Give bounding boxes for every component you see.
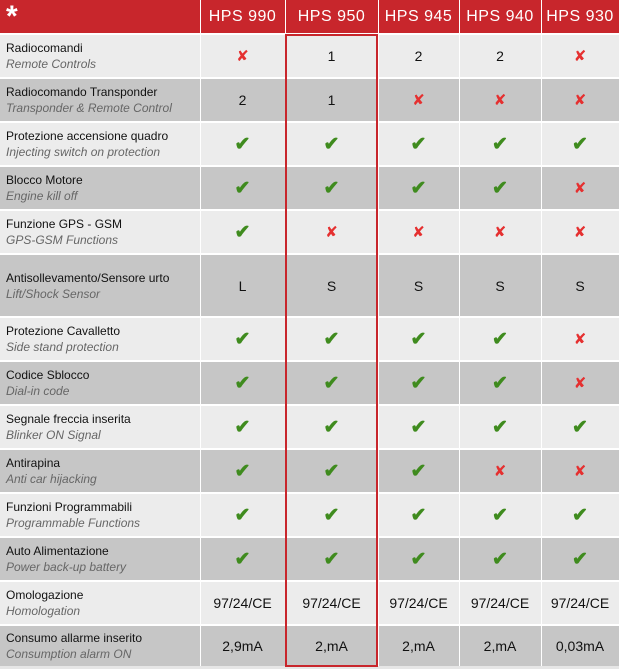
check-icon: ✔ [492,177,508,199]
check-icon: ✔ [323,504,340,526]
cell-yes [541,405,619,449]
cell-no [541,166,619,210]
cell-value [459,581,541,625]
header-row [0,0,619,34]
feature-name-it: Protezione accensione quadro [6,129,169,143]
cell-yes [200,405,285,449]
cell-yes [285,493,378,537]
check-icon: ✔ [492,416,508,438]
feature-label [0,166,200,210]
value-text: 0,03mA [555,638,605,654]
star-icon: * [0,0,200,34]
value-text: 1 [327,92,336,108]
cell-yes [459,361,541,405]
feature-label [0,361,200,405]
feature-name-en: Programmable Functions [6,516,141,530]
feature-name-it: Antisollevamento/Sensore urto [6,270,170,285]
value-text: 2,mA [402,638,435,654]
value-text: 2,mA [483,638,517,654]
check-icon: ✔ [492,133,508,155]
cell-value [200,625,285,666]
cell-yes [285,361,378,405]
value-text: S [413,277,424,294]
model-header-hps-930: HPS 930 [541,0,619,34]
cross-icon: ✘ [573,331,587,348]
feature-name-en: GPS-GSM Functions [6,233,119,247]
table-row [0,361,619,405]
value-text: 97/24/CE [389,595,448,611]
check-icon: ✔ [410,548,427,570]
check-icon: ✔ [572,548,588,570]
cross-icon: ✘ [325,224,338,241]
cell-value [200,581,285,625]
feature-name-it: Omologazione [6,588,84,602]
cell-no [541,78,619,122]
check-icon: ✔ [492,504,508,526]
feature-name-en: Injecting switch on protection [6,145,161,159]
cross-icon: ✘ [493,463,507,480]
cell-no [541,361,619,405]
check-icon: ✔ [572,504,588,526]
check-icon: ✔ [410,133,427,155]
cell-value [459,625,541,666]
value-text: 2 [238,92,247,108]
cell-yes [459,122,541,166]
check-icon: ✔ [234,133,251,155]
cell-yes [200,493,285,537]
cell-yes [200,537,285,581]
feature-name-it: Funzione GPS - GSM [6,217,123,231]
feature-label [0,405,200,449]
feature-name-it: Antirapina [6,456,61,470]
cell-value [378,581,459,625]
cell-value [285,625,378,666]
feature-name-it: Auto Alimentazione [6,544,109,558]
cross-icon: ✘ [236,48,249,65]
cell-yes [378,361,459,405]
value-text: S [575,277,585,294]
feature-name-en: Dial-in code [6,384,70,398]
cross-icon: ✘ [573,180,587,197]
check-icon: ✔ [234,504,251,526]
check-icon: ✔ [410,177,427,199]
table-row [0,166,619,210]
check-icon: ✔ [234,548,251,570]
value-text: 2,9mA [222,638,263,654]
table-row [0,254,619,317]
cell-yes [285,405,378,449]
value-text: 97/24/CE [213,595,272,611]
check-icon: ✔ [410,372,427,394]
feature-name-it: Consumo allarme inserito [6,631,143,645]
check-icon: ✔ [234,460,251,482]
feature-label [0,317,200,361]
value-text: 2 [414,48,423,64]
cell-value [285,34,378,78]
cell-yes [200,361,285,405]
cell-value [378,625,459,666]
cell-yes [378,493,459,537]
cell-no [541,449,619,493]
cell-value [200,254,285,317]
cross-icon: ✘ [573,224,587,241]
cell-yes [285,166,378,210]
cell-value [541,625,619,666]
feature-label [0,625,200,666]
cell-no [378,78,459,122]
check-icon: ✔ [323,460,340,482]
check-icon: ✔ [234,328,251,350]
feature-name-it: Blocco Motore [6,173,83,187]
table-row [0,449,619,493]
cell-value [541,254,619,317]
cross-icon: ✘ [493,224,507,241]
feature-name-en: Blinker ON Signal [6,428,101,442]
feature-name-en: Lift/Shock Sensor [6,286,101,301]
table-row [0,493,619,537]
feature-name-it: Radiocomandi [6,41,83,55]
check-icon: ✔ [492,372,508,394]
cross-icon: ✘ [573,375,587,392]
table-row [0,581,619,625]
cell-yes [459,166,541,210]
cell-value [285,78,378,122]
table-row [0,34,619,78]
table-row [0,625,619,666]
check-icon: ✔ [323,372,340,394]
cell-yes [200,317,285,361]
model-header-hps-940: HPS 940 [459,0,541,34]
cell-value [459,34,541,78]
feature-name-en: Homologation [6,604,81,618]
cell-yes [200,122,285,166]
feature-label [0,78,200,122]
check-icon: ✔ [234,177,251,199]
cell-value [378,254,459,317]
cross-icon: ✘ [573,92,587,109]
check-icon: ✔ [323,548,340,570]
cell-value [378,34,459,78]
check-icon: ✔ [572,133,588,155]
feature-label [0,254,200,317]
value-text: 2,mA [315,638,348,654]
check-icon: ✔ [323,328,340,350]
cell-value [541,581,619,625]
cell-yes [541,537,619,581]
cell-yes [285,449,378,493]
cell-value [285,581,378,625]
cell-no [541,34,619,78]
cell-yes [285,537,378,581]
cross-icon: ✘ [412,92,425,109]
cross-icon: ✘ [573,463,587,480]
value-text: L [238,277,247,294]
cell-yes [378,449,459,493]
check-icon: ✔ [410,328,427,350]
check-icon: ✔ [323,416,340,438]
cell-yes [285,122,378,166]
cell-no [459,78,541,122]
feature-label [0,493,200,537]
check-icon: ✔ [492,548,508,570]
value-text: S [326,277,337,294]
cell-yes [200,166,285,210]
model-header-hps-990: HPS 990 [200,0,285,34]
feature-label [0,449,200,493]
cell-yes [541,122,619,166]
cell-no [459,210,541,254]
feature-name-it: Protezione Cavalletto [6,324,121,338]
cell-no [459,449,541,493]
cross-icon: ✘ [573,48,587,65]
check-icon: ✔ [492,328,508,350]
cell-yes [378,122,459,166]
check-icon: ✔ [234,416,251,438]
feature-name-en: Transponder & Remote Control [6,101,172,115]
value-text: 97/24/CE [470,595,530,611]
value-text: S [495,277,505,294]
model-header-hps-950: HPS 950 [285,0,378,34]
value-text: 2 [496,48,504,64]
feature-name-it: Segnale freccia inserita [6,412,131,426]
check-icon: ✔ [323,177,340,199]
cell-value [200,78,285,122]
cell-yes [200,449,285,493]
feature-label [0,122,200,166]
cell-no [541,210,619,254]
cell-yes [541,493,619,537]
check-icon: ✔ [234,221,251,243]
table-row [0,78,619,122]
value-text: 1 [327,48,336,64]
cell-no [200,34,285,78]
cell-yes [378,166,459,210]
cell-yes [200,210,285,254]
cell-yes [459,537,541,581]
cell-yes [459,317,541,361]
cell-value [459,254,541,317]
cell-no [285,210,378,254]
cell-yes [378,317,459,361]
value-text: 97/24/CE [550,595,610,611]
cross-icon: ✘ [412,224,425,241]
check-icon: ✔ [572,416,588,438]
feature-label [0,537,200,581]
cell-yes [378,537,459,581]
cell-yes [285,317,378,361]
feature-label [0,34,200,78]
cell-value [285,254,378,317]
cross-icon: ✘ [493,92,507,109]
feature-label [0,581,200,625]
check-icon: ✔ [234,372,251,394]
cell-no [378,210,459,254]
check-icon: ✔ [410,416,427,438]
cell-yes [459,493,541,537]
check-icon: ✔ [410,504,427,526]
cell-no [541,317,619,361]
feature-name-en: Power back-up battery [6,560,127,574]
check-icon: ✔ [323,133,340,155]
feature-label [0,210,200,254]
value-text: 97/24/CE [302,595,361,611]
table-row [0,405,619,449]
table-row [0,537,619,581]
table-row [0,122,619,166]
feature-name-en: Side stand protection [6,340,119,354]
cell-yes [459,405,541,449]
feature-name-en: Engine kill off [6,189,78,203]
feature-name-en: Anti car hijacking [6,472,97,486]
table-row [0,317,619,361]
feature-name-en: Consumption alarm ON [6,647,132,661]
model-header-hps-945: HPS 945 [378,0,459,34]
cell-yes [378,405,459,449]
table-row [0,210,619,254]
feature-name-it: Funzioni Programmabili [6,500,133,514]
check-icon: ✔ [410,460,427,482]
feature-name-en: Remote Controls [6,57,97,71]
feature-name-it: Codice Sblocco [6,368,90,382]
feature-name-it: Radiocomando Transponder [6,85,158,99]
